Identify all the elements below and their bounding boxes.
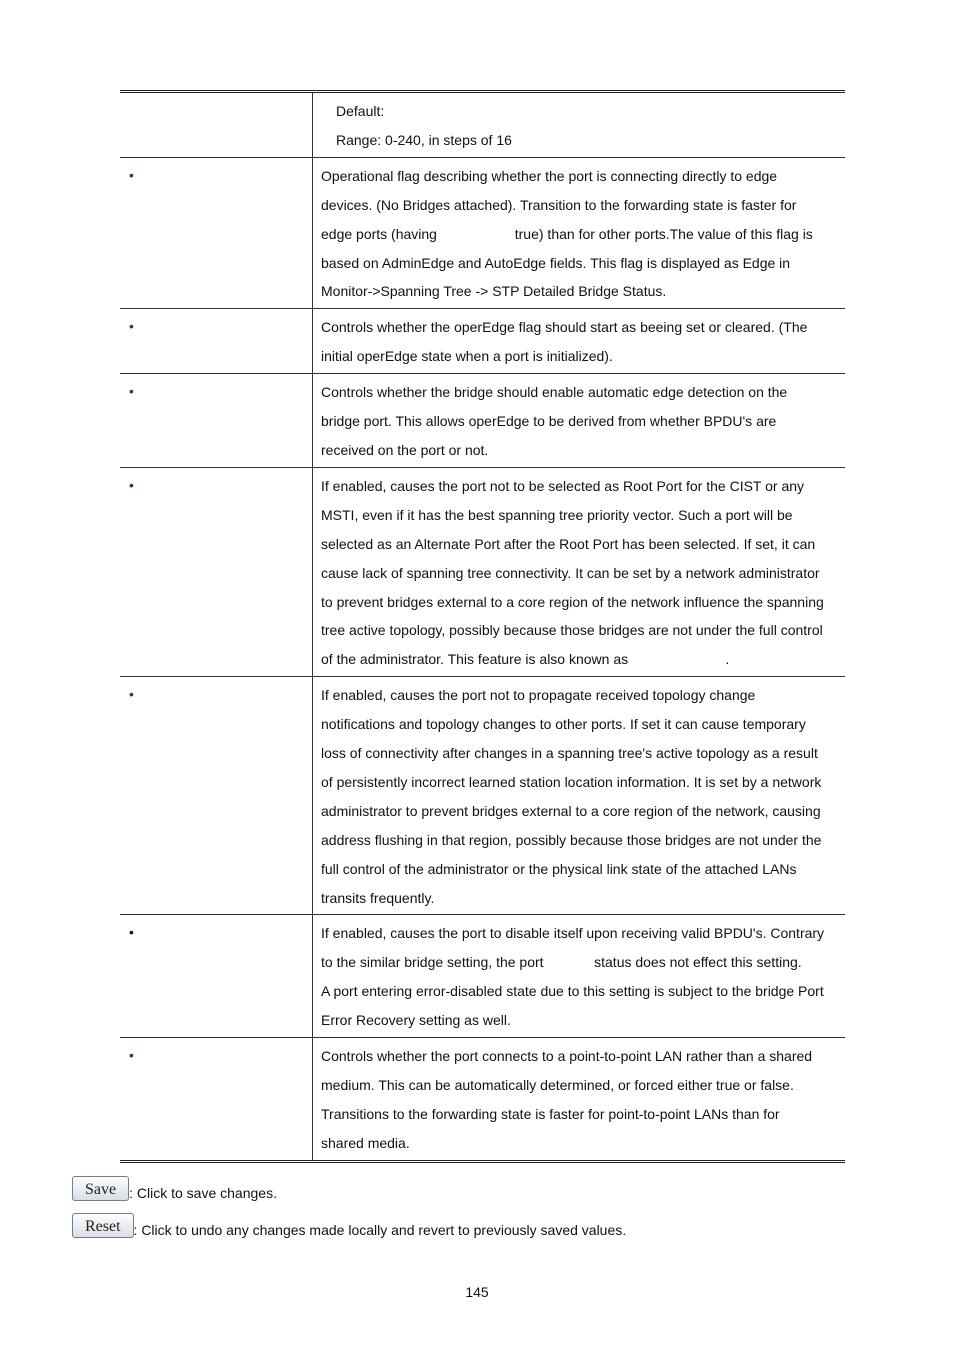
bullet-icon: • (129, 476, 134, 493)
reset-button[interactable]: Reset (72, 1213, 134, 1238)
bullet-icon: • (129, 383, 134, 400)
bullet-icon: • (129, 924, 134, 941)
table-row (120, 93, 845, 158)
description-line: full control of the administrator or the physical link state of the attached LANs (321, 860, 797, 877)
parameter-description-cell (313, 1038, 845, 1160)
description-line: Range: 0-240, in steps of 16 (336, 131, 512, 148)
parameter-description-cell (313, 374, 845, 467)
description-line: MSTI, even if it has the best spanning tree priority vector. Such a port will be (321, 506, 793, 523)
parameter-description-cell (313, 915, 845, 1037)
description-line: initial operEdge state when a port is initialized). (321, 348, 613, 365)
button-descriptions (72, 1176, 872, 1238)
description-line: shared media. (321, 1134, 410, 1151)
description-line: If enabled, causes the port to disable itself upon receiving valid BPDU's. Contrary (321, 925, 825, 942)
parameter-name-cell (120, 309, 313, 373)
description-line: Error Recovery setting as well. (321, 1012, 511, 1029)
table-row (120, 374, 845, 468)
description-line: If enabled, causes the port not to propagate received topology change (321, 687, 756, 704)
parameter-description-cell (313, 93, 845, 157)
description-line: selected as an Alternate Port after the Root Port has been selected. If set, it can (321, 535, 816, 552)
parameter-name-cell (120, 468, 313, 676)
bullet-icon: • (129, 318, 134, 335)
description-line: notifications and topology changes to other ports. If set it can cause temporary (321, 716, 806, 733)
description-line: to the similar bridge setting, the port status does not effect this setting. (321, 954, 802, 971)
description-line: tree active topology, possibly because those bridges are not under the full control (321, 622, 823, 639)
description-line: A port entering error-disabled state due to this setting is subject to the bridge Port (321, 983, 824, 1000)
description-line: loss of connectivity after changes in a spanning tree's active topology as a result (321, 745, 818, 762)
description-line: Controls whether the bridge should enable automatic edge detection on the (321, 384, 788, 401)
description-line: edge ports (having true) than for other ports.The value of this flag is (321, 225, 813, 242)
description-line: Default: (336, 103, 385, 119)
reset-description: : Click to undo any changes made locally and revert to previously saved values. (133, 1222, 627, 1238)
description-line: If enabled, causes the port not to be selected as Root Port for the CIST or any (321, 477, 805, 494)
description-line: medium. This can be automatically determined, or forced either true or false. (321, 1077, 794, 1093)
description-line: Monitor->Spanning Tree -> STP Detailed Bridge Status. (321, 283, 667, 300)
page-number: 145 (465, 1284, 489, 1300)
description-line: of persistently incorrect learned station location information. It is set by a network (321, 773, 822, 790)
reset-description-line (72, 1213, 872, 1238)
description-line: of the administrator. This feature is also known as . (321, 651, 730, 668)
parameter-description-cell (313, 677, 845, 914)
table-row (120, 158, 845, 310)
parameter-description-cell (313, 468, 845, 676)
description-line: address flushing in that region, possibly because those bridges are not under the (321, 831, 822, 848)
description-line: Controls whether the port connects to a point-to-point LAN rather than a shared (321, 1048, 813, 1065)
table-row (120, 1038, 845, 1160)
description-line: received on the port or not. (321, 441, 489, 458)
table-row (120, 677, 845, 915)
save-description-line (72, 1176, 872, 1201)
description-line: administrator to prevent bridges external to a core region of the network, causing (321, 802, 821, 819)
table-row (120, 468, 845, 677)
parameter-name-cell (120, 677, 313, 914)
description-line: Transitions to the forwarding state is faster for point-to-point LANs than for (321, 1105, 780, 1122)
parameter-description-cell (313, 309, 845, 373)
description-line: to prevent bridges external to a core region of the network influence the spanning (321, 593, 824, 610)
description-line: devices. (No Bridges attached). Transition to the forwarding state is faster for (321, 196, 797, 213)
parameter-name-cell (120, 915, 313, 1037)
save-button[interactable]: Save (72, 1176, 129, 1201)
description-line: bridge port. This allows operEdge to be derived from whether BPDU's are (321, 413, 777, 430)
table-row (120, 915, 845, 1038)
description-line: cause lack of spanning tree connectivity. It can be set by a network administrator (321, 564, 820, 581)
description-line: Controls whether the operEdge flag should start as beeing set or cleared. (The (321, 319, 808, 336)
table-row (120, 309, 845, 374)
description-line: based on AdminEdge and AutoEdge fields. This flag is displayed as Edge in (321, 254, 791, 271)
save-description: : Click to save changes. (129, 1185, 277, 1201)
parameter-name-cell (120, 374, 313, 467)
parameter-table (120, 90, 845, 1163)
parameter-description-cell (313, 158, 845, 309)
parameter-name-cell (120, 93, 313, 157)
bullet-icon: • (129, 686, 134, 703)
description-line: Operational flag describing whether the port is connecting directly to edge (321, 167, 778, 184)
parameter-name-cell (120, 1038, 313, 1160)
bullet-icon: • (129, 166, 134, 183)
description-line: transits frequently. (321, 889, 435, 906)
bullet-icon: • (129, 1047, 134, 1064)
parameter-name-cell (120, 158, 313, 309)
